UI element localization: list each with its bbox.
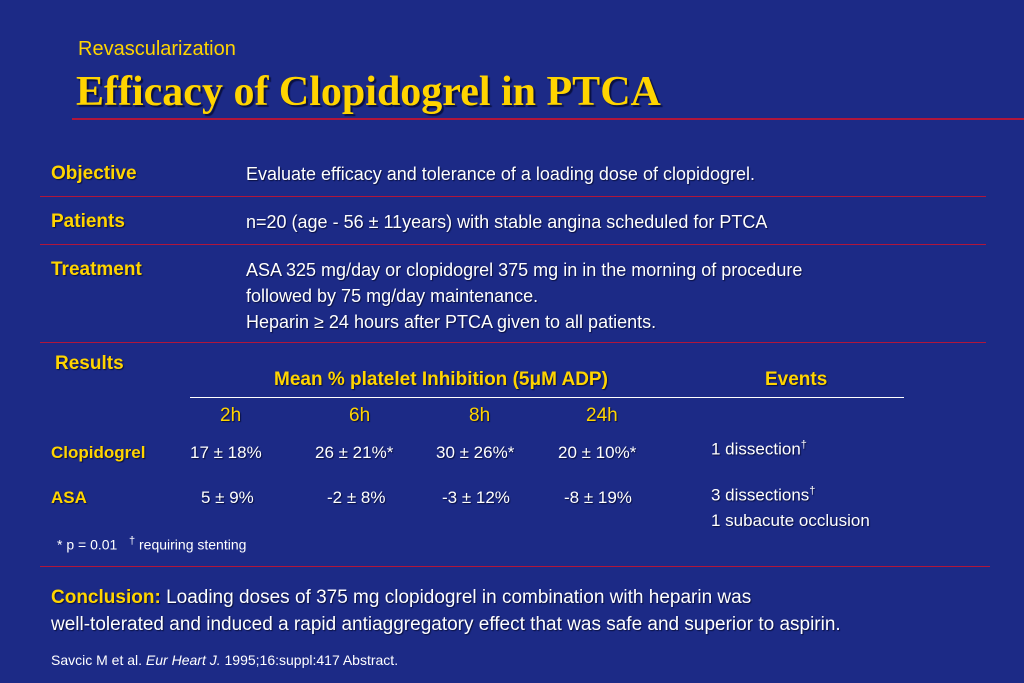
slide-subtitle: Revascularization	[78, 38, 236, 60]
slide-title: Efficacy of Clopidogrel in PTCA	[76, 69, 661, 115]
results-label: Results	[55, 353, 124, 374]
asa-2h: 5 ± 9%	[201, 488, 254, 507]
reference	[51, 652, 398, 668]
table-header-underline	[190, 397, 904, 398]
time-8h: 8h	[469, 405, 491, 426]
clopidogrel-event-text: 1 dissection	[711, 439, 801, 459]
conclusion-line-1	[51, 584, 751, 611]
clopidogrel-6h: 26 ± 21%*	[315, 443, 394, 462]
footnote-dagger-text: requiring stenting	[139, 536, 247, 553]
objective-text: Evaluate efficacy and tolerance of a loading dose of clopidogrel.	[246, 164, 756, 184]
treatment-line-1: ASA 325 mg/day or clopidogrel 375 mg in in the morning of procedure	[246, 260, 803, 280]
time-24h: 24h	[586, 405, 618, 426]
clopidogrel-24h: 20 ± 10%*	[558, 443, 637, 462]
treatment-label: Treatment	[51, 259, 142, 280]
row-label-clopidogrel: Clopidogrel	[51, 443, 146, 462]
asa-24h: -8 ± 19%	[564, 488, 632, 507]
clopidogrel-events	[711, 439, 807, 460]
reference-journal: Eur Heart J.	[145, 652, 221, 668]
dagger-mark: †	[809, 485, 816, 497]
treatment-divider	[40, 342, 986, 343]
conclusion-line-2: well-tolerated and induced a rapid antiaggregatory effect that was safe and superior to aspirin.	[51, 614, 841, 635]
reference-authors: Savcic M et al.	[51, 652, 143, 668]
objective-label: Objective	[51, 163, 137, 184]
table-footnote	[57, 535, 246, 553]
asa-events-line-2: 1 subacute occlusion	[711, 511, 870, 530]
results-divider	[40, 566, 990, 567]
conclusion-label: Conclusion:	[51, 587, 161, 608]
patients-label: Patients	[51, 211, 125, 232]
row-label-asa: ASA	[51, 488, 87, 507]
title-divider	[72, 118, 1024, 120]
asa-8h: -3 ± 12%	[442, 488, 510, 507]
treatment-line-3: Heparin ≥ 24 hours after PTCA given to all patients.	[246, 312, 657, 332]
dagger-mark: †	[800, 439, 807, 451]
asa-event-text: 3 dissections	[711, 485, 810, 505]
clopidogrel-8h: 30 ± 26%*	[436, 443, 515, 462]
patients-text: n=20 (age - 56 ± 11years) with stable angina scheduled for PTCA	[246, 212, 768, 232]
patients-divider	[40, 244, 986, 245]
events-header: Events	[765, 369, 828, 390]
footnote-p-value: * p = 0.01	[57, 536, 118, 553]
conclusion-text-1: Loading doses of 375 mg clopidogrel in combination with heparin was	[166, 587, 752, 608]
clopidogrel-2h: 17 ± 18%	[190, 443, 262, 462]
asa-events-line-1	[711, 485, 815, 506]
inhibition-header: Mean % platelet Inhibition (5μM ADP)	[274, 369, 608, 390]
asa-6h: -2 ± 8%	[327, 488, 386, 507]
treatment-line-2: followed by 75 mg/day maintenance.	[246, 286, 539, 306]
reference-details: 1995;16:suppl:417 Abstract.	[224, 652, 399, 668]
time-2h: 2h	[220, 405, 242, 426]
footnote-dagger-mark: †	[129, 535, 136, 547]
objective-divider	[40, 196, 986, 197]
time-6h: 6h	[349, 405, 371, 426]
